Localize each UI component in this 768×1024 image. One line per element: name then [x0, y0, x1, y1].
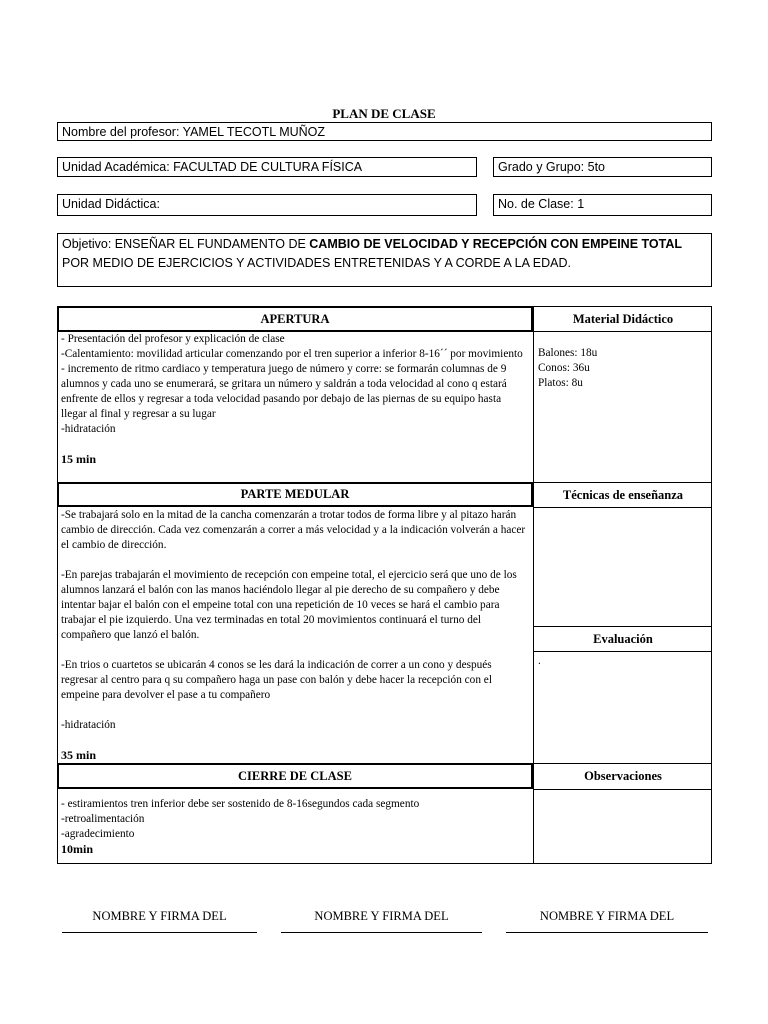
material-item: Balones: 18u	[538, 347, 598, 359]
no-clase-field: No. de Clase: 1	[493, 194, 712, 216]
cierre-heading: CIERRE DE CLASE	[57, 763, 533, 789]
unidad-academica-field: Unidad Académica: FACULTAD DE CULTURA FÍSICA	[57, 157, 477, 177]
tecnicas-heading: Técnicas de enseñanza	[534, 482, 712, 508]
apertura-line: -hidratación	[61, 423, 116, 435]
cierre-line: -agradecimiento	[61, 828, 135, 840]
objetivo-bold: CAMBIO DE VELOCIDAD Y RECEPCIÓN CON EMPEINE TOTAL	[309, 237, 683, 251]
signature-label: NOMBRE Y FIRMA DEL	[314, 909, 449, 923]
signature-label: NOMBRE Y FIRMA DEL	[92, 909, 227, 923]
evaluacion-heading: Evaluación	[534, 626, 712, 652]
material-list	[534, 346, 712, 406]
cierre-content	[57, 797, 533, 861]
apertura-line: - incremento de ritmo cardiaco y temperatura juego de número y corre: se formarán columnas de 9 alumnos y cada uno se enumerará, se gritara un número y saldrán a toda velocidad al cono q estará enfrente de ellos y regresar a toda velocidad pasando por debajo de las piernas de su equipo hasta llegar al final y regresar a su lugar	[61, 363, 507, 420]
medular-paragraph: -hidratación	[61, 719, 116, 731]
profesor-field: Nombre del profesor: YAMEL TECOTL MUÑOZ	[57, 122, 712, 141]
grado-grupo-field: Grado y Grupo: 5to	[493, 157, 712, 177]
cierre-line: - estiramientos tren inferior debe ser sostenido de 8-16segundos cada segmento	[61, 798, 420, 810]
objetivo-prefix: Objetivo: ENSEÑAR EL FUNDAMENTO DE	[62, 237, 310, 251]
signature-line	[506, 932, 708, 933]
medular-time: 35 min	[61, 748, 97, 762]
apertura-heading: APERTURA	[57, 306, 533, 332]
objetivo-suffix: POR MEDIO DE EJERCICIOS Y ACTIVIDADES ENTRETENIDAS Y A CORDE A LA EDAD.	[62, 256, 571, 270]
medular-paragraph: -Se trabajará solo en la mitad de la cancha comenzarán a trotar todos de forma libre y al pitazo harán cambio de dirección. Cada vez comenzarán a correr a más velocidad y a la indicación volverán a hacer el cambio de dirección.	[61, 509, 526, 551]
cierre-time: 10min	[61, 842, 94, 856]
signature-label: NOMBRE Y FIRMA DEL	[539, 909, 675, 923]
parte-medular-heading: PARTE MEDULAR	[57, 482, 533, 507]
unidad-didactica-field: Unidad Didáctica:	[57, 194, 477, 216]
material-heading: Material Didáctico	[534, 306, 712, 332]
evaluacion-content: .	[538, 655, 541, 667]
parte-medular-content	[57, 508, 533, 762]
apertura-line: -Calentamiento: movilidad articular comenzando por el tren superior a inferior 8-16´´ por movimiento	[61, 348, 523, 360]
apertura-line: - Presentación del profesor y explicación de clase	[61, 333, 285, 345]
medular-paragraph: -En parejas trabajarán el movimiento de recepción con empeine total, el ejercicio será que uno de los alumnos lanzará el balón con las manos haciéndolo llegar al pie derecho de su compañero y debe intentar bajar el balón con el empeine total con una repetición de 10 veces se hará el cambio para trabajar el pie izquierdo. Una vez terminadas en total 20 movimientos continuará el turno del compañero que lanzó el balón.	[61, 569, 517, 641]
cierre-line: -retroalimentación	[61, 813, 145, 825]
observaciones-heading: Observaciones	[534, 763, 712, 790]
signature-line	[281, 932, 482, 933]
signature-line	[62, 932, 257, 933]
page-title: PLAN DE CLASE	[332, 106, 436, 121]
medular-paragraph: -En trios o cuartetos se ubicarán 4 conos se les dará la indicación de correr a un cono y después regresar al centro para q su compañero haga un pase con balón y debe hacer la recepción con el empeine para devolver el pase a tu compañero	[61, 659, 492, 701]
objetivo-box	[57, 233, 712, 287]
apertura-content	[57, 332, 533, 482]
material-item: Conos: 36u	[538, 362, 590, 374]
apertura-time: 15 min	[61, 452, 97, 466]
material-item: Platos: 8u	[538, 377, 583, 389]
